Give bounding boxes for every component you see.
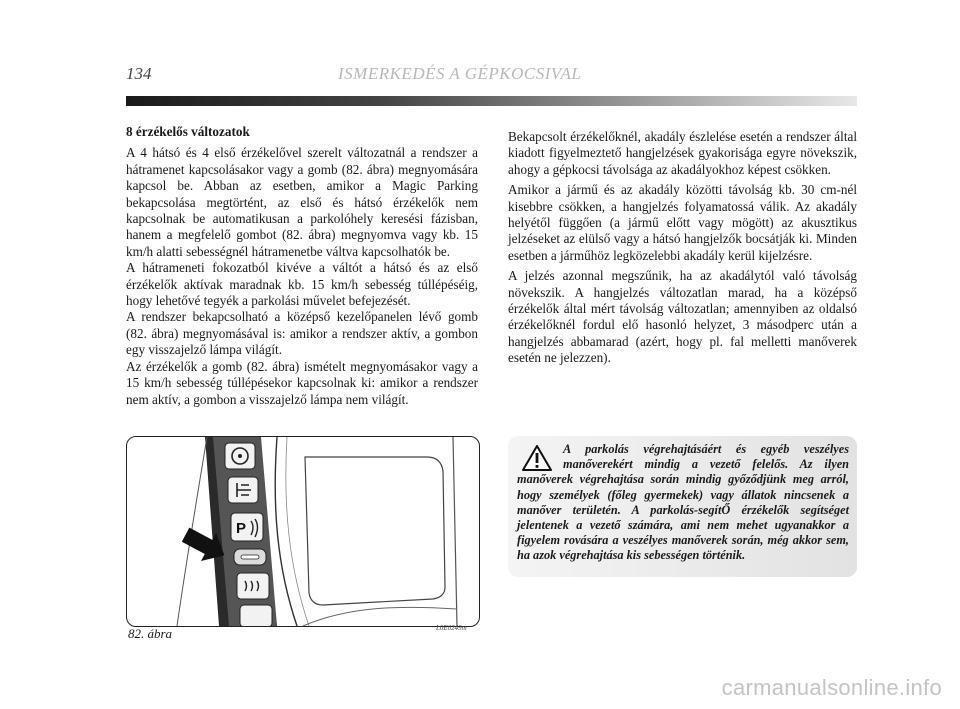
figure-code: L0E0249m xyxy=(436,624,467,632)
warning-text: A parkolás végrehajtásáért és egyéb veszélyes manőverekért mindig a vezető felelős. Az ilyen manőverek végrehajtása során mindig győződjünk meg arról, hogy személyek (főleg gyermekek) vagy állatok nincsenek a manőver területén. A parkolás-segítŐ érzékelők segítséget jelentenek a vezető számára, ami nem mehet ugyanakkor a figyelem rovására a veszélyes manőverek során, még akkor sem, ha azok végrehajtása kis sebességen történik. xyxy=(517,442,849,563)
subheading: 8 érzékelős változatok xyxy=(126,124,250,139)
button-steering xyxy=(225,443,255,469)
left-column xyxy=(126,124,478,412)
button-defrost xyxy=(237,573,269,599)
display-frame xyxy=(305,457,445,605)
watermark: carmanualsonline.info xyxy=(721,675,942,700)
parking-button-label: P xyxy=(236,520,247,537)
warning-box xyxy=(508,436,857,577)
button-lamp xyxy=(228,477,258,503)
left-paragraph-4: Az érzékelők a gomb (82. ábra) ismételt megnyomásakor vagy a 15 km/h sebesség túllépésekor kapcsolnak ki: amikor a rendszer nem aktív, a gombon a visszajelző lámpa nem világít. xyxy=(126,358,478,407)
header-rule xyxy=(126,96,857,106)
page-number: 134 xyxy=(126,64,152,83)
right-paragraph-2: Amikor a jármű és az akadály közötti távolság kb. 30 cm-nél kisebbre csökken, a hangjelzés folyamatossá válik. Az akadály helyétől függően (a jármű előtt vagy mögött) az akusztikus jelzéseket az elülső vagy a hátsó hangjelzők bocsátják ki. Minden esetben a járműhöz legközelebbi akadály kerül kijelzésre. xyxy=(508,182,857,263)
left-paragraph-3: A rendszer bekapcsolható a középső kezelőpanelen lévő gomb (82. ábra) megnyomásával is: amikor a rendszer aktív, a gombon egy visszajelző lámpa világít. xyxy=(126,309,478,358)
right-paragraph-1: Bekapcsolt érzékelőknél, akadály észlelése esetén a rendszer által kiadott figyelmeztető hangjelzések gyakorisága egyre növekszik, ahogy a gépkocsi távolsága az akadályokhoz képest csökken. xyxy=(508,129,857,177)
right-column xyxy=(508,129,857,371)
dashboard-illustration xyxy=(127,437,479,626)
right-panel-edge xyxy=(453,437,457,626)
button-led-bar xyxy=(234,549,266,565)
left-paragraph-1: A 4 hátsó és 4 első érzékelővel szerelt változatnál a rendszer a hátramenet kapcsolásakor vagy a gomb (82. ábra) megnyomására kapcsol be. Abban az esetben, amikor a Magic Parking bekapcsolása megtörtént, az első és hátsó érzékelők nem kapcsolnak be automatikusan a parkolóhely keresési fázisban, hanem a megfelelő gombot (82. ábra) megnyomva vagy kb. 15 km/h alatti sebességnél hátramenetbe váltva kapcsolhatók be. xyxy=(126,145,478,259)
lower-panel-curve xyxy=(303,607,457,626)
figure-82 xyxy=(126,436,480,627)
figure-caption: 82. ábra xyxy=(128,626,173,641)
section-title: ISMERKEDÉS A GÉPKOCSIVAL xyxy=(338,64,582,83)
left-paragraph-2: A hátrameneti fokozatból kivéve a váltót a hátsó és az első érzékelők aktívak maradnak kb. 15 km/h sebesség túllépéséig, hogy lehetővé tegyék a parkolási művelet befejezését. xyxy=(126,260,478,309)
parking-sensor-button xyxy=(231,513,263,541)
right-paragraph-3: A jelzés azonnal megszűnik, ha az akadálytól való távolság növekszik. A hangjelzés változatlan marad, ha a középső érzékelők által mért távolság változatlan; amennyiben az oldalsó érzékelőknél fordul elő hasonló helyzet, 3 másodperc után a hangjelzés abbamarad (azért, hogy pl. fal melletti manőverek esetén ne jelezzen). xyxy=(508,268,857,366)
button-bottom xyxy=(240,605,272,626)
